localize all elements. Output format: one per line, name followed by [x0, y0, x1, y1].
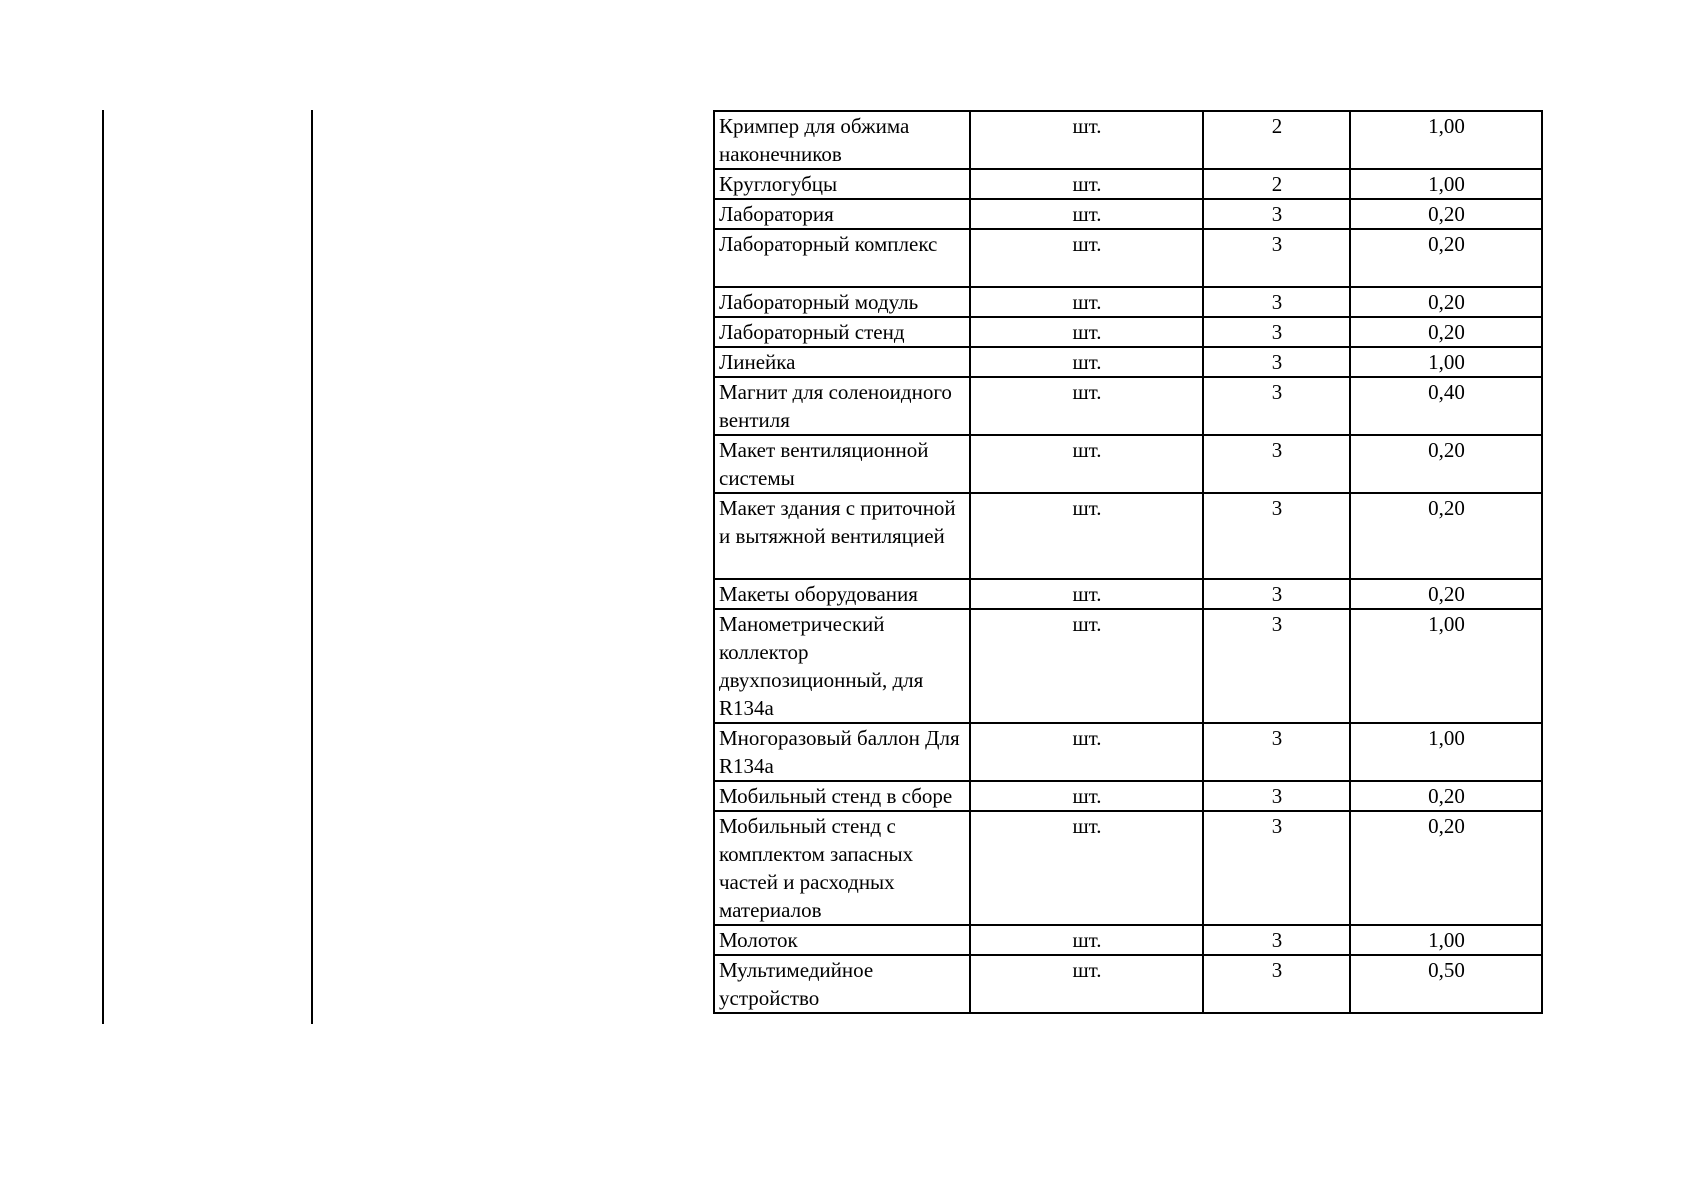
- item-quantity-cell: 3: [1203, 199, 1350, 229]
- item-unit-cell: шт.: [970, 229, 1203, 287]
- item-coefficient-cell: 1,00: [1350, 347, 1542, 377]
- item-name-cell: Мультимедийное устройство: [714, 955, 970, 1013]
- item-coefficient-cell: 1,00: [1350, 111, 1542, 169]
- item-name-cell: Лабораторный стенд: [714, 317, 970, 347]
- item-coefficient-cell: 0,20: [1350, 579, 1542, 609]
- item-unit-cell: шт.: [970, 493, 1203, 579]
- item-coefficient-cell: 1,00: [1350, 925, 1542, 955]
- table-row: [714, 579, 1542, 609]
- item-quantity-cell: 3: [1203, 493, 1350, 579]
- item-quantity-cell: 2: [1203, 169, 1350, 199]
- item-quantity-cell: 3: [1203, 925, 1350, 955]
- item-unit-cell: шт.: [970, 317, 1203, 347]
- table-row: [714, 111, 1542, 169]
- item-coefficient-cell: 0,20: [1350, 781, 1542, 811]
- item-coefficient-cell: 0,20: [1350, 229, 1542, 287]
- table-row: [714, 435, 1542, 493]
- item-quantity-cell: 3: [1203, 229, 1350, 287]
- table-row: [714, 169, 1542, 199]
- item-name-cell: Мобильный стенд с комплектом запасных частей и расходных материалов: [714, 811, 970, 925]
- item-quantity-cell: 3: [1203, 723, 1350, 781]
- item-coefficient-cell: 0,20: [1350, 317, 1542, 347]
- item-unit-cell: шт.: [970, 781, 1203, 811]
- item-quantity-cell: 3: [1203, 781, 1350, 811]
- left-column-rule: [102, 110, 104, 1024]
- item-name-cell: Молоток: [714, 925, 970, 955]
- item-name-cell: Кримпер для обжима наконечников: [714, 111, 970, 169]
- item-name-cell: Макет вентиляционной системы: [714, 435, 970, 493]
- table-row: [714, 811, 1542, 925]
- item-name-cell: Линейка: [714, 347, 970, 377]
- table-row: [714, 781, 1542, 811]
- item-unit-cell: шт.: [970, 925, 1203, 955]
- item-coefficient-cell: 1,00: [1350, 609, 1542, 723]
- item-unit-cell: шт.: [970, 169, 1203, 199]
- item-name-cell: Макет здания с приточной и вытяжной вентиляцией: [714, 493, 970, 579]
- item-name-cell: Лабораторный комплекс: [714, 229, 970, 287]
- item-coefficient-cell: 0,20: [1350, 435, 1542, 493]
- item-name-cell: Лаборатория: [714, 199, 970, 229]
- item-quantity-cell: 2: [1203, 111, 1350, 169]
- item-quantity-cell: 3: [1203, 435, 1350, 493]
- item-unit-cell: шт.: [970, 723, 1203, 781]
- item-coefficient-cell: 1,00: [1350, 169, 1542, 199]
- item-quantity-cell: 3: [1203, 317, 1350, 347]
- item-name-cell: Магнит для соленоидного вентиля: [714, 377, 970, 435]
- item-name-cell: Манометрический коллектор двухпозиционный, для R134a: [714, 609, 970, 723]
- item-name-cell: Многоразовый баллон Для R134a: [714, 723, 970, 781]
- item-unit-cell: шт.: [970, 811, 1203, 925]
- item-coefficient-cell: 0,20: [1350, 811, 1542, 925]
- item-quantity-cell: 3: [1203, 377, 1350, 435]
- table-row: [714, 347, 1542, 377]
- item-coefficient-cell: 0,40: [1350, 377, 1542, 435]
- second-column-rule: [311, 110, 313, 1024]
- item-unit-cell: шт.: [970, 347, 1203, 377]
- item-coefficient-cell: 0,50: [1350, 955, 1542, 1013]
- table-row: [714, 493, 1542, 579]
- item-unit-cell: шт.: [970, 111, 1203, 169]
- item-unit-cell: шт.: [970, 199, 1203, 229]
- equipment-table-body: [714, 111, 1542, 1013]
- item-unit-cell: шт.: [970, 955, 1203, 1013]
- item-quantity-cell: 3: [1203, 609, 1350, 723]
- table-row: [714, 317, 1542, 347]
- item-coefficient-cell: 0,20: [1350, 493, 1542, 579]
- item-unit-cell: шт.: [970, 609, 1203, 723]
- item-quantity-cell: 3: [1203, 579, 1350, 609]
- item-coefficient-cell: 0,20: [1350, 199, 1542, 229]
- item-name-cell: Макеты оборудования: [714, 579, 970, 609]
- item-coefficient-cell: 1,00: [1350, 723, 1542, 781]
- item-unit-cell: шт.: [970, 287, 1203, 317]
- item-quantity-cell: 3: [1203, 955, 1350, 1013]
- table-row: [714, 377, 1542, 435]
- table-row: [714, 955, 1542, 1013]
- table-row: [714, 287, 1542, 317]
- table-row: [714, 609, 1542, 723]
- table-row: [714, 229, 1542, 287]
- item-quantity-cell: 3: [1203, 287, 1350, 317]
- equipment-table: [713, 110, 1543, 1014]
- item-coefficient-cell: 0,20: [1350, 287, 1542, 317]
- table-row: [714, 199, 1542, 229]
- item-name-cell: Мобильный стенд в сборе: [714, 781, 970, 811]
- item-quantity-cell: 3: [1203, 347, 1350, 377]
- item-name-cell: Круглогубцы: [714, 169, 970, 199]
- item-name-cell: Лабораторный модуль: [714, 287, 970, 317]
- item-quantity-cell: 3: [1203, 811, 1350, 925]
- item-unit-cell: шт.: [970, 579, 1203, 609]
- table-row: [714, 723, 1542, 781]
- item-unit-cell: шт.: [970, 435, 1203, 493]
- table-row: [714, 925, 1542, 955]
- item-unit-cell: шт.: [970, 377, 1203, 435]
